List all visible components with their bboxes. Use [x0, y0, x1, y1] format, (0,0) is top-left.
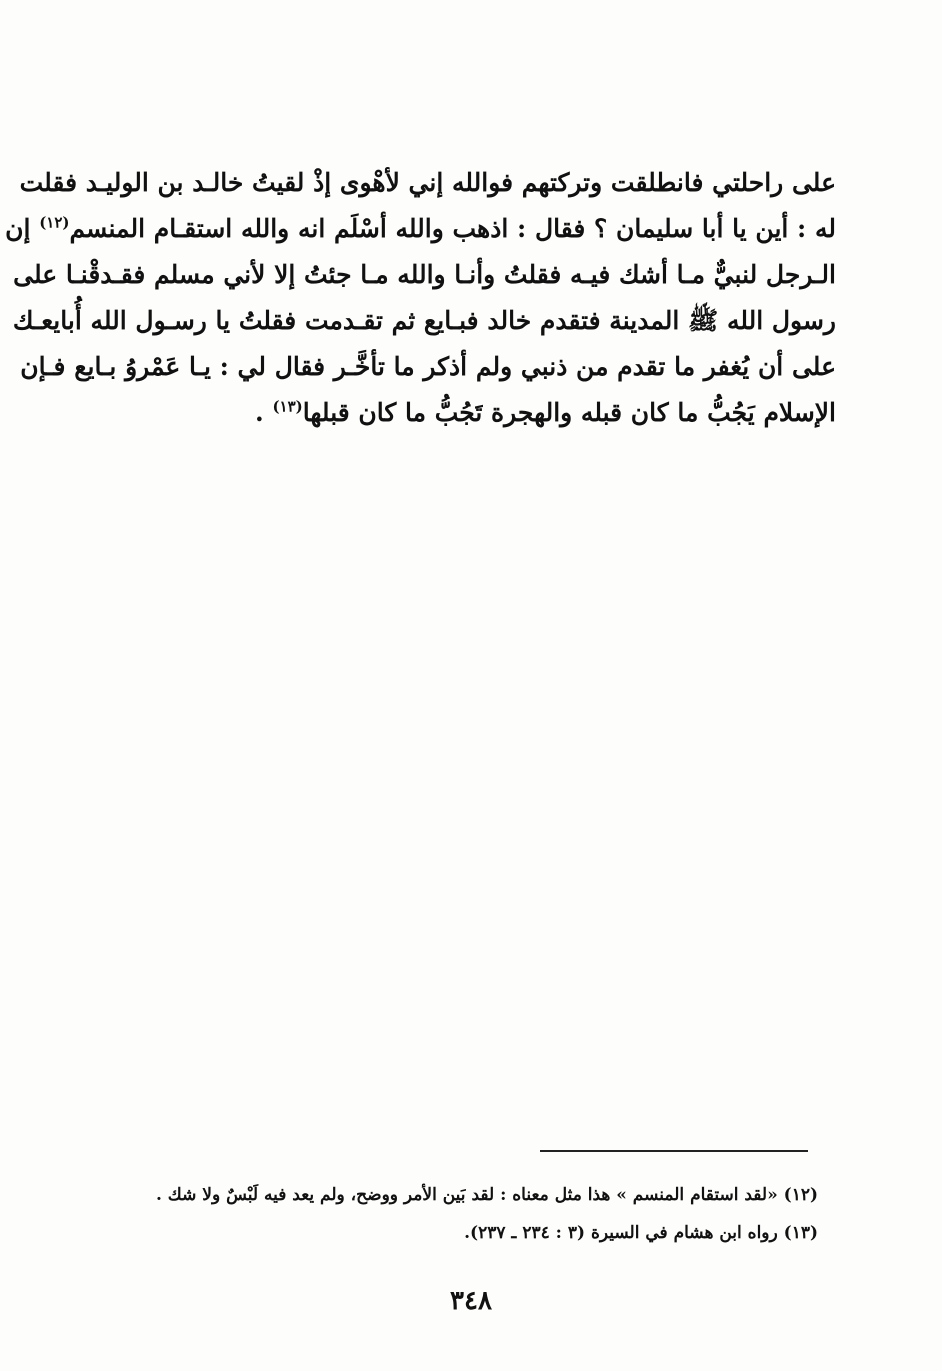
text-line — [5, 206, 836, 252]
text-line: على أن يُغفر ما تقدم من ذنبي ولم أذكر ما تأخَّـر فقال لي : يـا عَمْروُ بـايع فـإن — [20, 352, 836, 381]
text-line: رسول الله ﷺ المدينة فتقدم خالد فبـايع ثم تقـدمت فقلتُ يا رسـول الله أُبايعـك — [12, 306, 836, 335]
text-line: على راحلتي فانطلقت وتركتهم فوالله إني لأهْوى إذْ لقيتُ خالـد بن الوليـد فقلت — [19, 168, 836, 197]
text-segment: الإسلام يَجُبُّ ما كان قبله والهجرة تَجُبُّ ما كان قبلها — [302, 398, 836, 427]
text-segment: له : أين يا أبا سليمان ؟ فقال : اذهب والله أسْلَم انه والله استقـام المنسم — [69, 214, 836, 243]
text-segment: إن — [5, 214, 31, 243]
text-segment: . — [255, 398, 264, 427]
page-number: ٣٤٨ — [450, 1286, 492, 1316]
main-text — [5, 160, 836, 436]
footnotes — [150, 1176, 818, 1252]
footnote-marker: (١٣) — [272, 397, 303, 416]
footnote-divider — [540, 1150, 808, 1152]
text-line: الـرجل لنبيٌّ مـا أشك فيـه فقلتُ وأنـا والله مـا جئتُ إلا لأني مسلم فقـدقْنـا على — [13, 260, 836, 289]
footnote-13: (١٣) رواه ابن هشام في السيرة (٣ : ٢٣٤ ـ ٢٣٧). — [464, 1223, 818, 1243]
footnote-12: (١٢) «لقد استقام المنسم » هذا مثل معناه : لقد بَين الأمر ووضح، ولم يعد فيه لَبْسٌ ولا شك . — [155, 1185, 818, 1205]
text-line — [100, 390, 836, 436]
footnote-marker: (١٢) — [39, 213, 70, 232]
